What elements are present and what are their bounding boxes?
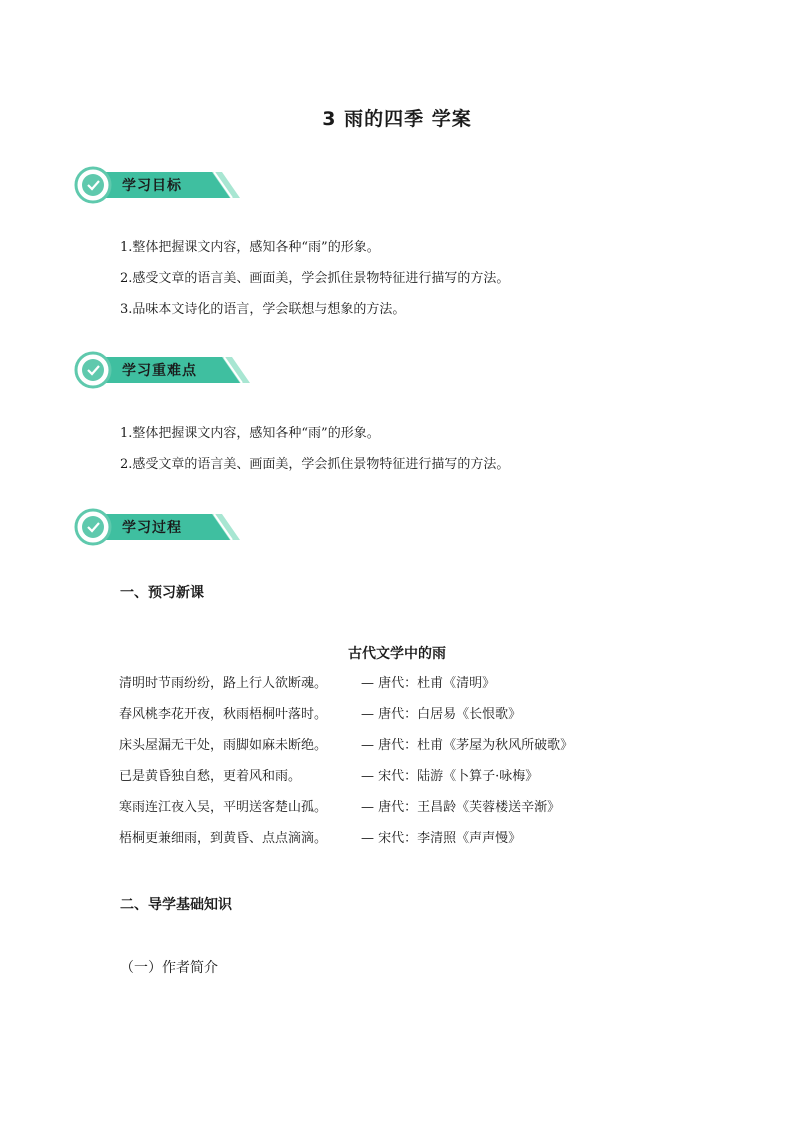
poem-line: 床头屋漏无干处，雨脚如麻未断绝。 [119,738,328,753]
poem-row [119,736,574,767]
poem-line: 已是黄昏独自愁，更着风和雨。 [119,769,302,784]
poem-source: — 宋代：李清照《声声慢》 [361,831,522,846]
banner-label: 学习目标 [122,178,182,194]
poem-line: 清明时节雨纷纷，路上行人欲断魂。 [119,676,328,691]
poem-line: 春风桃李花开夜，秋雨梧桐叶落时。 [119,707,328,722]
section-banner-goals [74,166,244,204]
subsection-author-intro: （一）作者简介 [120,960,218,976]
poem-row [119,674,496,705]
poem-line: 寒雨连江夜入吴，平明送客楚山孤。 [119,800,328,815]
poem-row [119,829,522,860]
banner-label: 学习过程 [122,520,182,536]
key-points-list [120,424,509,486]
poem-line: 梧桐更兼细雨，到黄昏、点点滴滴。 [119,831,328,846]
poem-source: — 唐代：王昌龄《芙蓉楼送辛渐》 [361,800,561,815]
section-banner-key-points [74,351,254,389]
goals-list [120,238,509,331]
page-title: 3 雨的四季 学案 [322,108,472,130]
list-item: 1.整体把握课文内容，感知各种“雨”的形象。 [120,240,380,255]
poem-list [119,674,574,860]
list-item: 3.品味本文诗化的语言，学会联想与想象的方法。 [120,302,406,317]
list-item: 2.感受文章的语言美、画面美，学会抓住景物特征进行描写的方法。 [120,271,510,286]
list-item: 1.整体把握课文内容，感知各种“雨”的形象。 [120,426,380,441]
poem-row [119,767,539,798]
banner-label: 学习重难点 [122,363,197,379]
section-heading-preview: 一、预习新课 [120,585,204,601]
poem-collection-title: 古代文学中的雨 [348,646,446,662]
poem-source: — 宋代：陆游《卜算子·咏梅》 [361,769,539,784]
poem-source: — 唐代：杜甫《清明》 [361,676,496,691]
poem-source: — 唐代：杜甫《茅屋为秋风所破歌》 [361,738,574,753]
poem-row [119,798,561,829]
poem-row [119,705,522,736]
section-heading-basics: 二、导学基础知识 [120,897,232,913]
section-banner-process [74,508,244,546]
poem-source: — 唐代：白居易《长恨歌》 [361,707,522,722]
list-item: 2.感受文章的语言美、画面美，学会抓住景物特征进行描写的方法。 [120,457,510,472]
